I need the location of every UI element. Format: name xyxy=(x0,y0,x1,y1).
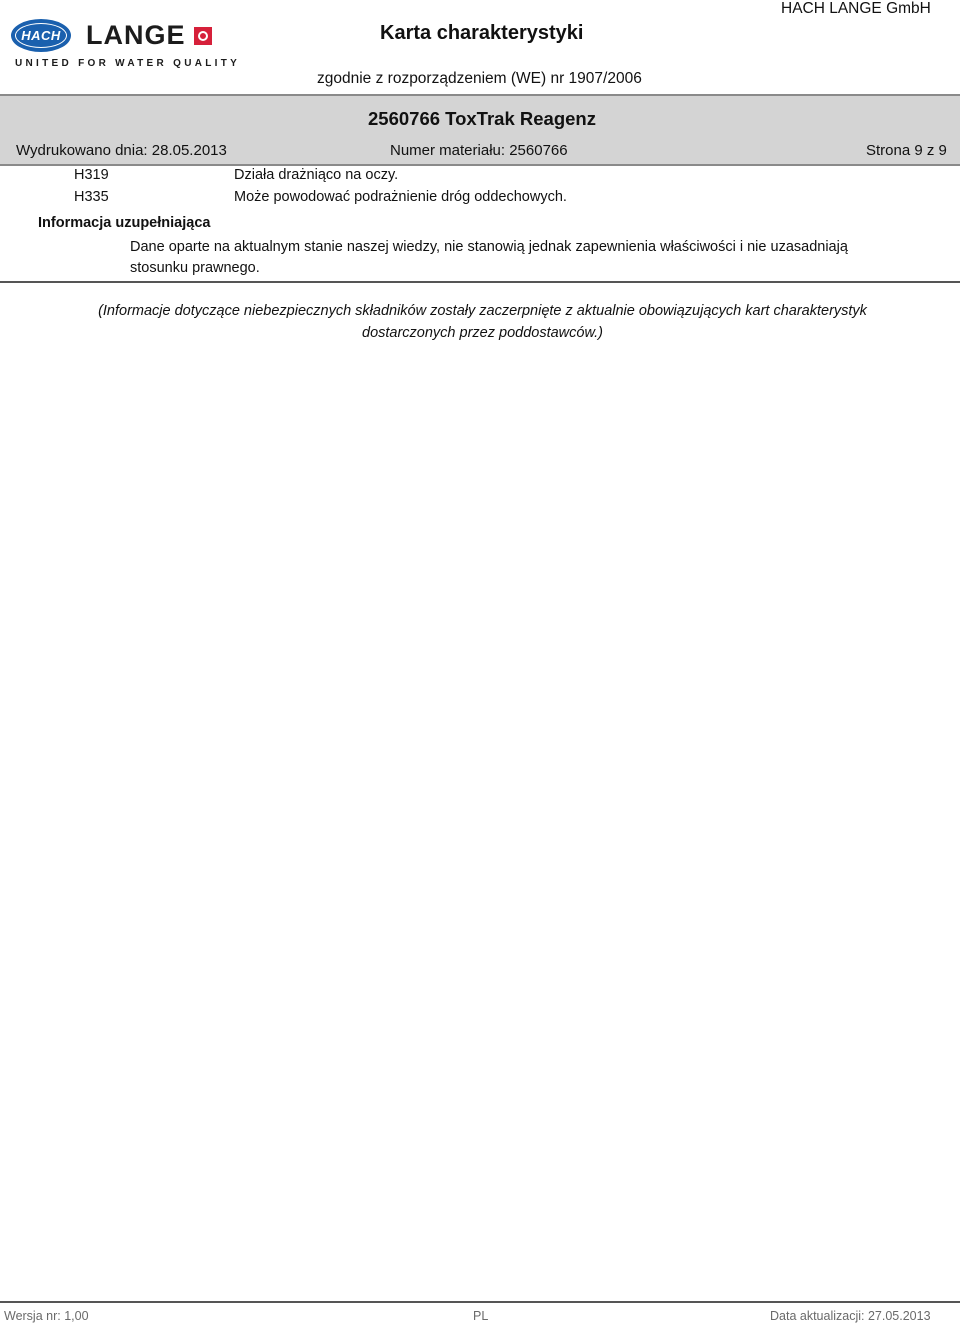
hazard-code: H319 xyxy=(74,167,109,183)
logo-tagline: UNITED FOR WATER QUALITY xyxy=(15,58,241,69)
version-number: Wersja nr: 1,00 xyxy=(4,1309,89,1323)
section-divider xyxy=(0,281,960,283)
language-code: PL xyxy=(473,1309,489,1323)
hazard-text: Działa drażniąco na oczy. xyxy=(234,167,399,183)
document-title: Karta charakterystyki xyxy=(380,22,584,44)
product-name: 2560766 ToxTrak Reagenz xyxy=(368,108,596,129)
hach-logo-text: HACH xyxy=(21,28,61,43)
lange-logo-mark-icon xyxy=(194,27,212,45)
hach-logo xyxy=(11,19,71,52)
supplementary-text: Dane oparte na aktualnym stanie naszej wiedzy, nie stanowią jednak zapewnienia właściwości i nie uzasadniają stosunku prawnego. xyxy=(130,239,848,276)
company-name: HACH LANGE GmbH xyxy=(781,0,931,17)
supplementary-heading: Informacja uzupełniająca xyxy=(38,215,211,231)
lange-logo-text: LANGE xyxy=(86,20,186,50)
footer-divider xyxy=(0,1301,960,1303)
source-note: (Informacje dotyczące niebezpiecznych składników zostały zaczerpnięte z aktualnie obowiązujących kart charakterystyk dostarczonych przez poddostawców.) xyxy=(98,303,867,341)
hazard-text: Może powodować podrażnienie dróg oddechowych. xyxy=(234,189,567,205)
update-date: Data aktualizacji: 27.05.2013 xyxy=(770,1309,931,1323)
print-date: Wydrukowano dnia: 28.05.2013 xyxy=(16,142,227,159)
regulation-reference: zgodnie z rozporządzeniem (WE) nr 1907/2006 xyxy=(317,70,642,87)
material-number: Numer materiału: 2560766 xyxy=(390,142,568,159)
hazard-code: H335 xyxy=(74,189,109,205)
page-number: Strona 9 z 9 xyxy=(866,142,947,159)
